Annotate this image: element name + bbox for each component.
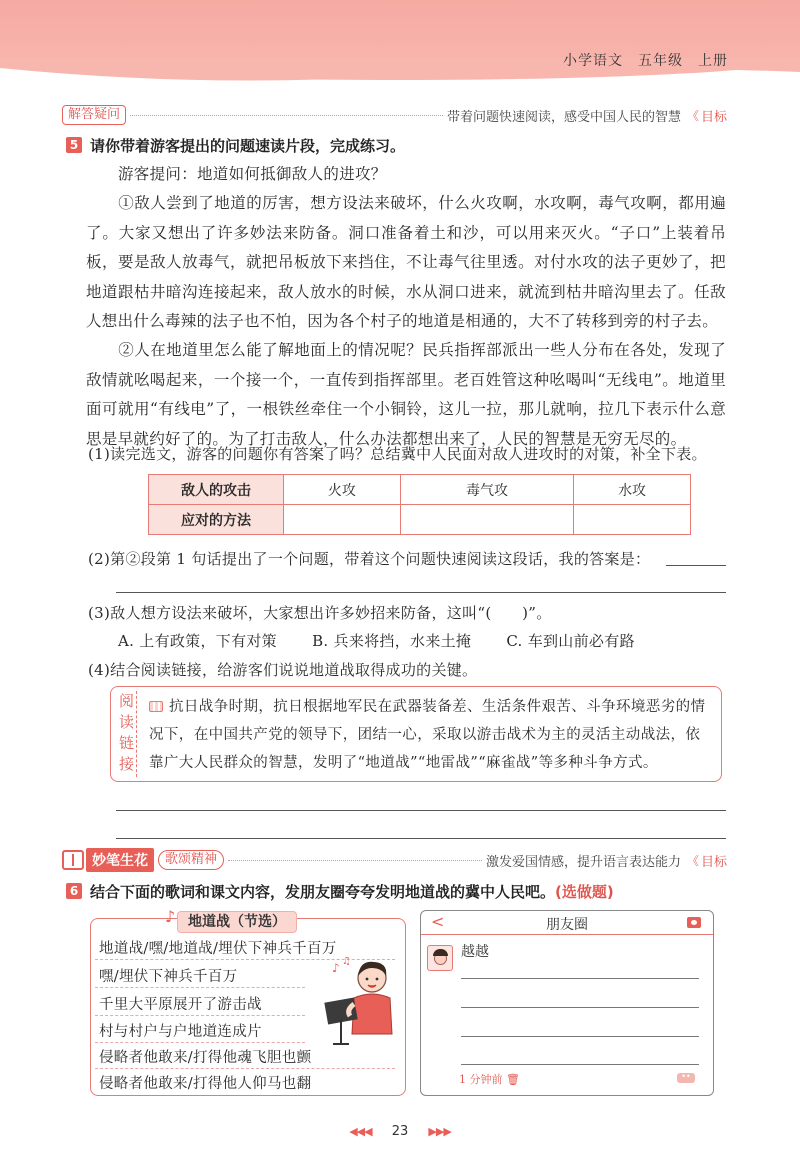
avatar [427,945,453,971]
left-arrows-icon: ◀◀◀ [349,1125,372,1138]
open-book-icon [62,850,84,870]
answer-line[interactable] [116,592,726,593]
question-5-title: 5 请你带着游客提出的问题速读片段，完成练习。 [66,135,405,156]
lyric-rule [95,1068,395,1069]
section-tag: 解答疑问 [62,105,126,125]
post-writing-line[interactable] [461,1064,699,1065]
sub-question-1: (1)读完选文，游客的问题你有答案了吗？总结冀中人民面对敌人进攻时的对策，补全下表。 [88,445,707,463]
back-arrow-icon[interactable]: < [431,912,445,931]
moments-username: 越越 [461,944,489,960]
question-number-badge: 5 [66,137,82,153]
section-title: 妙笔生花 [86,848,154,872]
table-answer-cell[interactable] [284,505,401,535]
table-cell-attack: 水攻 [574,475,691,505]
post-writing-line[interactable] [461,1007,699,1008]
page-footer [0,1124,800,1139]
more-options-icon[interactable]: •• [677,1073,695,1083]
trash-icon[interactable]: 🗑 [506,1073,520,1086]
optional-label: (选做题) [555,883,614,901]
options-row [118,630,665,651]
table-answer-cell[interactable] [574,505,691,535]
section-subtitle: 歌颂精神 [158,850,224,870]
section-bar-writing [62,848,727,872]
lyric-line: 村与村户与户地道连成片 [99,1024,262,1040]
passage-paragraph-1: ①敌人尝到了地道的厉害，想方设法来破坏，什么火攻啊，水攻啊，毒气攻啊，都用遍了。大家又想出了许多妙法来防备。洞口准备着土和沙，可以用来灭火。“子口”上装着吊板，要是敌人放毒气，就把吊板放下来挡住，不让毒气往里透。对付水攻的法子更妙了，把地道跟枯井暗沟连接起来，敌人放水的时候，水从洞口进来，就流到枯井暗沟里去了。任敌人想出什么毒辣的法子也不怕，因为各个村子的地道是相通的，大不了转移到旁的村子去。 [86,194,726,330]
table-cell-attack: 火攻 [284,475,401,505]
goal-tag: 《 目标 [686,853,727,870]
post-writing-line[interactable] [461,978,699,979]
table-header-method: 应对的方法 [149,505,284,535]
lyric-line: 侵略者他敢来/打得他人仰马也翻 [99,1076,312,1092]
lyric-line: 侵略者他敢来/打得他魂飞胆也颤 [99,1050,312,1066]
header-subject: 小学语文 五年级 上册 [563,53,728,69]
option-a[interactable]: A. 上有政策，下有对策 [118,632,277,650]
reading-link-label: 阅 读 链 接 [117,691,137,777]
strategy-table [148,474,691,535]
answer-line[interactable] [116,838,726,839]
svg-text:♫: ♫ [342,956,351,967]
post-writing-line[interactable] [461,1036,699,1037]
sub-question-4: (4)结合阅读链接，给游客们说说地道战取得成功的关键。 [88,661,478,679]
goal-tag: 《 目标 [686,108,727,125]
dotted-divider [130,115,443,116]
singing-boy-illustration [316,954,400,1046]
option-c[interactable]: C. 车到山前必有路 [506,632,635,650]
section-goal: 激发爱国情感，提升语言表达能力 [485,854,681,870]
reading-link-text: 抗日战争时期，抗日根据地军民在武器装备差、生活条件艰苦、斗争环境恶劣的情况下，在中国共产党的领导下，团结一心，采取以游击战术为主的灵活主动战法，依靠广大人民群众的智慧，发明了“地道战”“地雷战”“麻雀战”等多种斗争方式。 [149,699,706,771]
table-header-attack: 敌人的攻击 [149,475,284,505]
double-chevron-left-icon: 《 [686,108,699,123]
lyric-rule [95,1015,305,1016]
sub-question-3: (3)敌人想方设法来破坏，大家想出许多妙招来防备，这叫“( )”。 [88,604,552,622]
moments-title: 朋友圈 [546,917,588,933]
table-answer-cell[interactable] [400,505,573,535]
section-bar-answer-questions [62,104,727,126]
option-b[interactable]: B. 兵来将挡，水来土掩 [312,632,472,650]
reading-link-box [110,686,722,782]
lyric-rule [95,1042,305,1043]
right-arrows-icon: ▶▶▶ [428,1125,451,1138]
lyric-rule [95,987,305,988]
book-icon [149,701,163,712]
answer-line[interactable] [116,810,726,811]
page-number: 23 [391,1124,409,1139]
visitor-question: 游客提问：地道如何抵御敌人的进攻？ [118,165,387,183]
song-title: 地道战（节选） [177,911,297,933]
question-number-badge: 6 [66,883,82,899]
answer-line[interactable] [666,565,726,566]
dotted-divider [228,860,482,861]
camera-icon[interactable] [687,917,701,928]
question-6-title: 6 结合下面的歌词和课文内容，发朋友圈夸夸发明地道战的冀中人民吧。(选做题) [66,881,614,902]
double-chevron-left-icon: 《 [686,853,699,868]
section-goal: 带着问题快速阅读，感受中国人民的智慧 [446,109,681,125]
svg-text:♪: ♪ [332,961,340,975]
music-note-icon: ♪ [165,907,176,926]
wechat-moments-card [420,910,714,1096]
sub-question-2: (2)第②段第 1 句话提出了一个问题，带着这个问题快速阅读这段话，我的答案是： [88,550,651,568]
lyric-line: 千里大平原展开了游击战 [99,997,262,1013]
moments-header [421,911,713,935]
passage-paragraph-2: ②人在地道里怎么能了解地面上的情况呢？民兵指挥部派出一些人分布在各处，发现了敌情就吆喝起来，一个接一个，一直传到指挥部里。老百姓管这种吆喝叫“无线电”。地道里面可就用“有线电”了，一根铁丝牵住一个小铜铃，这儿一拉，那儿就响，拉几下表示什么意思是早就约好了的。为了打击敌人，什么办法都想出来了，人民的智慧是无穷无尽的。 [86,341,726,448]
lyric-line: 嘿/埋伏下神兵千百万 [99,969,238,985]
lyric-line: 地道战/嘿/地道战/埋伏下神兵千百万 [99,941,337,957]
post-time: 1 分钟前 🗑 [459,1073,520,1086]
table-cell-attack: 毒气攻 [400,475,573,505]
